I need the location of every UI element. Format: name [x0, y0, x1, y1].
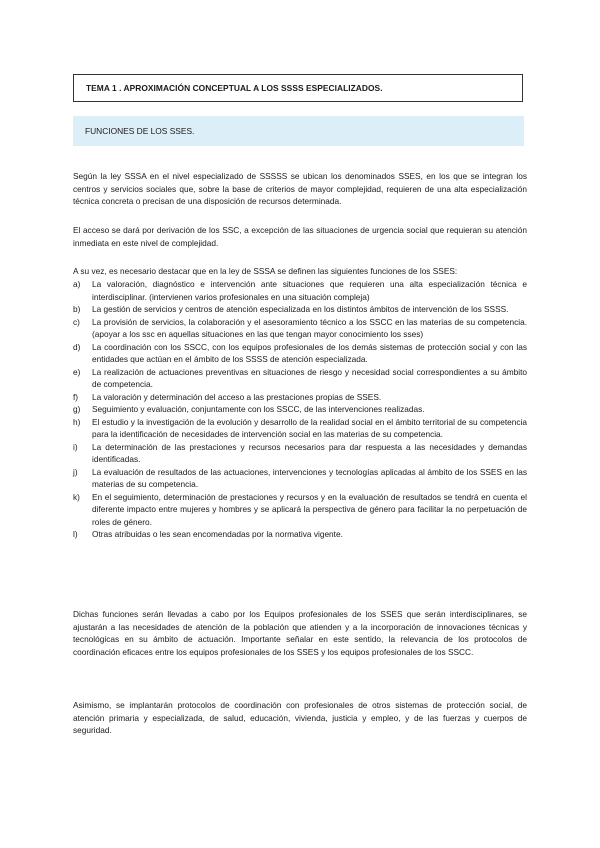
closing-paragraph-2: Asimismo, se implantarán protocolos de coordinación con profesionales de otros sistemas de protección social, de atención primaria y especializada, de salud, educación, vivienda, justicia y empleo, y de las fuerzas y cuerpos de seguridad.	[73, 700, 527, 735]
list-item-marker: d)	[73, 341, 81, 352]
list-item-text: Otras atribuidas o les sean encomendadas por la normativa vigente.	[92, 529, 343, 539]
list-item-marker: e)	[73, 366, 81, 377]
access-paragraph: El acceso se dará por derivación de los SSC, a excepción de las situaciones de urgencia social que requieran su atención inmediata en este nivel de complejidad.	[73, 225, 527, 248]
list-item-marker: c)	[73, 316, 80, 327]
list-item-marker: b)	[73, 304, 81, 314]
list-item	[73, 441, 527, 466]
list-item	[73, 528, 527, 541]
list-intro-paragraph: A su vez, es necesario destacar que en la ley de SSSA se definen las siguientes funciones de los SSES:	[73, 266, 458, 276]
list-item	[73, 303, 527, 316]
topic-title: TEMA 1 . APROXIMACIÓN CONCEPTUAL A LOS SSSS ESPECIALIZADOS.	[73, 74, 523, 102]
list-item-text: La determinación de las prestaciones y recursos necesarios para dar respuesta a las necesidades y demandas identificadas.	[92, 441, 527, 464]
list-item-text: La valoración, diagnóstico e intervención ante situaciones que requieren una alta especialización técnica e interdisciplinar. (intervienen varios profesionales en una situación compleja)	[92, 279, 527, 302]
list-item-marker: g)	[73, 404, 81, 414]
list-item-text: En el seguimiento, determinación de prestaciones y recursos y en la evaluación de resultados se tendrá en cuenta el diferente impacto entre mujeres y hombres y se aplicará la perspectiva de género para facilitar la no perpetuación de roles de género.	[92, 491, 527, 527]
list-item	[73, 403, 527, 416]
list-item-marker: k)	[73, 491, 80, 502]
list-item	[73, 278, 527, 303]
list-item-text: La coordinación con los SSCC, con los equipos profesionales de los demás sistemas de protección social y con las entidades que actúan en el ámbito de los SSSS de atención especializada.	[92, 341, 527, 364]
list-item-marker: f)	[73, 391, 79, 402]
list-item-marker: h)	[73, 416, 81, 427]
list-item-text: La realización de actuaciones preventivas en situaciones de riesgo y necesidad social correspondientes a su ámbito de competencia.	[92, 366, 527, 389]
list-item-text: La evaluación de resultados de las actuaciones, intervenciones y tecnologías aplicadas al ámbito de los SSES en las materias de su competencia.	[92, 466, 527, 489]
list-item-text: La provisión de servicios, la colaboración y el asesoramiento técnico a los SSCC en las materias de su competencia. (apoyar a los ssc en aquellas situaciones en las que tengan mayor conocimiento los sses)	[92, 316, 527, 339]
section-heading: FUNCIONES DE LOS SSES.	[73, 116, 524, 146]
list-item-marker: i)	[73, 441, 78, 452]
list-item	[73, 341, 527, 366]
list-item-marker: a)	[73, 279, 81, 289]
list-item	[73, 491, 527, 529]
list-item-text: Seguimiento y evaluación, conjuntamente con los SSCC, de las intervenciones realizadas.	[92, 404, 425, 414]
list-item-marker: l)	[73, 529, 78, 539]
functions-list	[73, 278, 527, 541]
list-item	[73, 316, 527, 341]
intro-paragraph: Según la ley SSSA en el nivel especializado de SSSSS se ubican los denominados SSES, en los que se integran los centros y servicios sociales que, sobre la base de criterios de mayor complejidad, requieren de una alta especialización técnica concreta o precisan de una disposición de recursos determinada.	[73, 171, 527, 206]
list-item	[73, 391, 527, 404]
closing-paragraph-1: Dichas funciones serán llevadas a cabo por los Equipos profesionales de los SSES que serán interdisciplinares, se ajustarán a las necesidades de atención de la población que atienden y a la incorporación de innovaciones técnicas y tecnológicas en su ámbito de actuación. Importante señalar en este sentido, la relevancia de los protocolos de coordinación eficaces entre los equipos profesionales de los SSES y los equipos profesionales de los SSCC.	[73, 609, 527, 657]
list-item-marker: j)	[73, 466, 78, 477]
list-item	[73, 466, 527, 491]
list-item-text: El estudio y la investigación de la evolución y desarrollo de la realidad social en el ámbito territorial de su competencia para la identificación de necesidades de intervención social en las materias de su competencia.	[92, 416, 527, 439]
list-item	[73, 366, 527, 391]
list-item-text: La gestión de servicios y centros de atención especializada en los distintos ámbitos de intervención de los SSSS.	[92, 304, 509, 314]
list-item	[73, 416, 527, 441]
list-item-text: La valoración y determinación del acceso a las prestaciones propias de SSES.	[92, 391, 382, 402]
